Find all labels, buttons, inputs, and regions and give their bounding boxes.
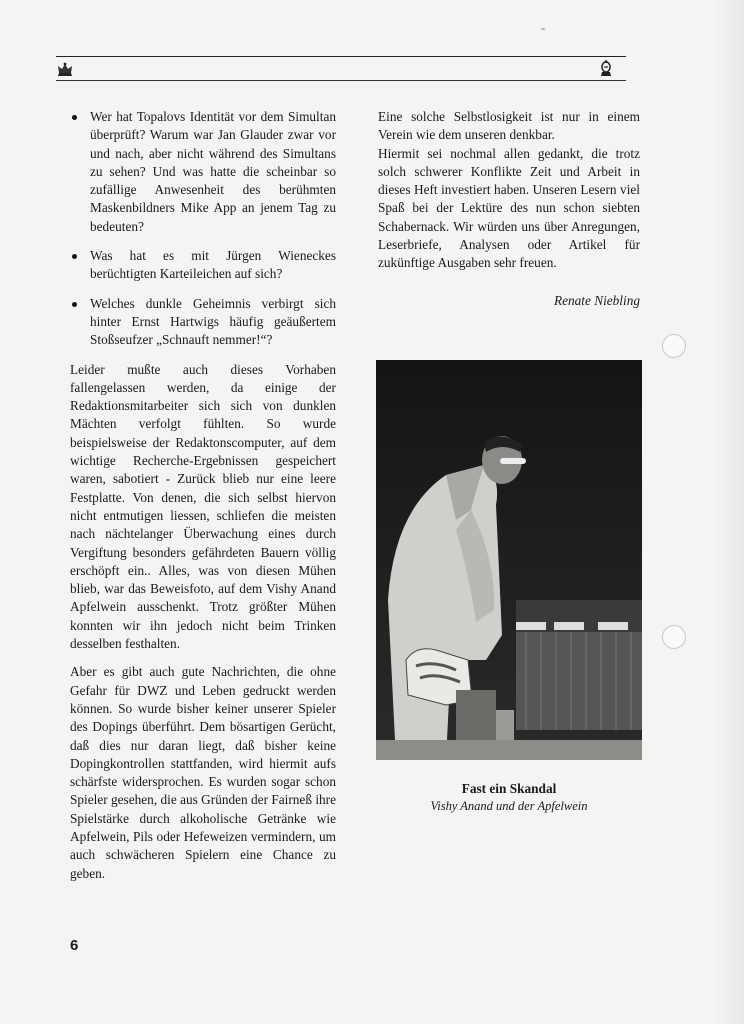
body-paragraph: Hiermit sei nochmal allen gedankt, die trotz solch schwerer Konflikte Zeit und Arbeit in dieses Heft investiert haben. Unseren Lesern viel Spaß bei der Lektüre des nun schon siebten Schabernack. Wir würden uns über Anregungen, Leserbriefe, Analysen oder Artikel für zukünftige Ausgaben sehr freuen. xyxy=(378,145,640,271)
author-signature: Renate Niebling xyxy=(553,293,640,308)
body-paragraph: Aber es gibt auch gute Nachrichten, die ohne Gefahr für DWZ und Leben gedruckt werden können. So wurde bisher keiner unserer Spieler des Dopings überführt. Dem bösartigen Gerücht, daß dies nur daran liegt, daß bisher keine Dopingkontrollen stattfanden, wird hiermit aufs schärfste widersprochen. Es wurden sogar schon Spieler gesehen, die aus Gründen der Fairneß ihre Spielstärke durch alkoholische Getränke wie Apfelwein, Pils oder Hefeweizen vermindern, um auch schwächeren Spielern eine Chance zu geben. xyxy=(70,664,336,881)
header-rule-top xyxy=(56,56,626,57)
chess-king-icon xyxy=(56,62,74,78)
photo-caption-title: Fast ein Skandal xyxy=(461,781,557,796)
chess-bishop-icon xyxy=(598,60,614,78)
bullet-icon xyxy=(72,115,77,120)
bullet-icon xyxy=(72,302,77,307)
list-item xyxy=(70,295,336,350)
question-list xyxy=(70,108,336,350)
punch-hole xyxy=(662,625,686,649)
right-column xyxy=(378,108,640,273)
punch-hole xyxy=(662,334,686,358)
scan-edge-shadow xyxy=(714,0,744,1024)
list-item-text: Wer hat Topalovs Identität vor dem Simultan überprüft? Warum war Jan Glauder zwar vor und nach, aber nicht während des Simultans zu sehen? Und was hatte die scheinbar so zufällige Anwesenheit des berühmten Maskenbildners Mike App an jenem Tag zu bedeuten? xyxy=(90,109,336,234)
photo-caption-subtitle: Vishy Anand und der Apfelwein xyxy=(430,799,588,813)
list-item xyxy=(70,108,336,236)
list-item-text: Was hat es mit Jürgen Wieneckes berüchtigten Karteileichen auf sich? xyxy=(90,248,336,282)
list-item xyxy=(70,247,336,284)
list-item-text: Welches dunkle Geheimnis verbirgt sich hinter Ernst Hartwigs häufig geäußertem Stoßseufzer „Schnauft nemmer!“? xyxy=(90,295,336,348)
photo xyxy=(376,360,642,760)
body-paragraph: Eine solche Selbstlosigkeit ist nur in einem Verein wie dem unseren denkbar. xyxy=(378,109,640,143)
left-column xyxy=(70,108,336,893)
bullet-icon xyxy=(72,254,77,259)
photo-illustration xyxy=(376,360,642,760)
scan-speck: ⌁ xyxy=(540,24,547,35)
header-rule-bottom xyxy=(56,80,626,81)
body-paragraph: Leider mußte auch dieses Vorhaben fallengelassen werden, da einige der Redaktionsmitarbeiter sich sich von dunklen Mächten verfolgt fühlten. So wurde beispielsweise der Redaktonscomputer, auf dem wichtige Recherche-Ergebnissen gespeichert waren, sabotiert - Zurück blieb nur eine leere Festplatte. Von denen, die sich selbst hiervon nicht entmutigen liessen, schliefen die meisten nach nächtelanger Überwachung eines durch Vergiftung besonders gefährdeten Bauern völlig erschöpft ein.. Alles, was von diesen Mühen blieb, war das Beweisfoto, auf dem Vishy Anand Apfelwein ausschenkt. Trotz größter Mühen konnten wir ihn jedoch nicht beim Trinken desselben festhalten. xyxy=(70,361,336,652)
page-number: 6 xyxy=(70,937,79,954)
